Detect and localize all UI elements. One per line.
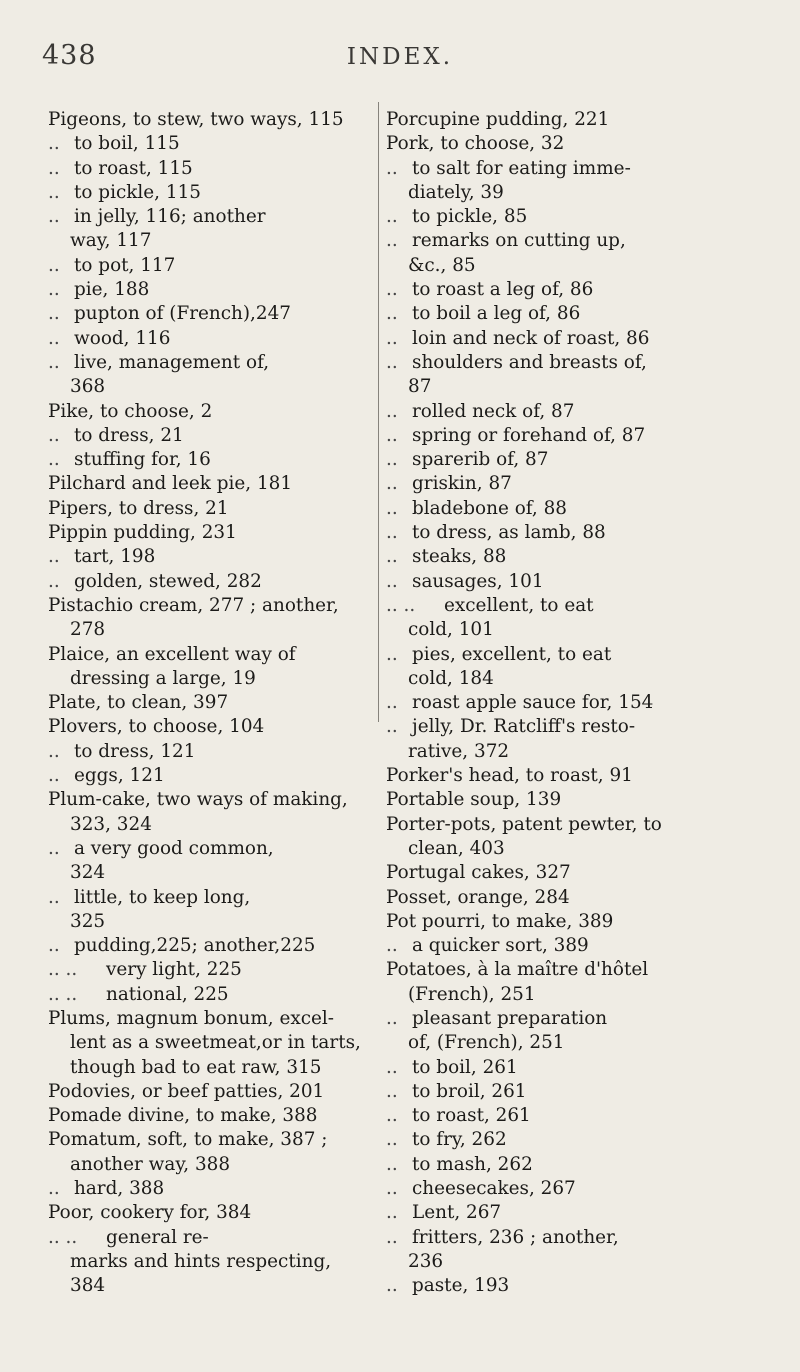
entry-text: 324: [70, 862, 106, 884]
index-subentry: [48, 570, 370, 594]
index-subentry: [48, 302, 370, 326]
entry-text: Pomade divine, to make, 388: [48, 1105, 318, 1127]
index-subentry: [386, 400, 726, 424]
index-entry: [386, 813, 726, 837]
ditto-mark: ..: [48, 206, 60, 228]
entry-text: Pigeons, to stew, two ways, 115: [48, 109, 344, 130]
entry-text: Pipers, to dress, 21: [48, 497, 229, 519]
entry-text: sausages, 101: [412, 570, 544, 592]
entry-text: tart, 198: [74, 546, 156, 568]
entry-text: to roast, 115: [74, 157, 193, 179]
index-subentry: [386, 351, 726, 375]
index-entry: [48, 1201, 370, 1225]
entry-text: dressing a large, 19: [70, 667, 256, 689]
entry-text: Lent, 267: [412, 1202, 502, 1224]
entry-text: to pickle, 85: [412, 206, 528, 228]
entry-text: Podovies, or beef patties, 201: [48, 1080, 325, 1102]
ditto-mark: ..: [48, 181, 60, 203]
entry-text: Pike, to choose, 2: [48, 400, 213, 422]
entry-text: to dress, 121: [74, 740, 196, 762]
entry-text: 236: [408, 1250, 444, 1272]
entry-text: bladebone of, 88: [412, 497, 568, 519]
index-column-left: [48, 108, 370, 1299]
ditto-mark: ..: [386, 327, 398, 349]
ditto-mark: ..: [48, 303, 60, 325]
index-entry: [386, 958, 726, 982]
index-subentry: [48, 327, 370, 351]
ditto-mark: ..: [386, 522, 398, 544]
ditto-mark: ..: [48, 327, 60, 349]
index-entry: [386, 132, 726, 156]
entry-text: Pilchard and leek pie, 181: [48, 473, 293, 495]
index-entry: [48, 108, 370, 132]
index-subentry: [386, 472, 726, 496]
entry-text: Pistachio cream, 277 ; another,: [48, 594, 339, 616]
index-subentry: [48, 181, 370, 205]
ditto-mark: .. ..: [386, 594, 416, 616]
entry-text: spring or forehand of, 87: [412, 424, 646, 446]
index-entry-continuation: [48, 813, 370, 837]
index-subentry: [48, 983, 370, 1007]
entry-text: remarks on cutting up,: [412, 230, 626, 252]
entry-text: Plovers, to choose, 104: [48, 716, 265, 738]
entry-text: Potatoes, à la maître d'hôtel: [386, 959, 649, 981]
ditto-mark: ..: [48, 254, 60, 276]
ditto-mark: ..: [386, 1153, 398, 1175]
column-divider: [378, 102, 379, 722]
entry-text: shoulders and breasts of,: [412, 351, 647, 373]
index-subentry: [386, 570, 726, 594]
entry-text: fritters, 236 ; another,: [412, 1226, 619, 1248]
index-subentry: [386, 1104, 726, 1128]
ditto-mark: ..: [386, 1275, 398, 1297]
index-entry-continuation: [48, 375, 370, 399]
index-subentry: [386, 1226, 726, 1250]
index-entry-continuation: [386, 837, 726, 861]
index-subentry: [48, 448, 370, 472]
entry-text: to dress, 21: [74, 424, 184, 446]
running-head: INDEX.: [346, 44, 454, 70]
ditto-mark: ..: [386, 400, 398, 422]
index-subentry: [386, 205, 726, 229]
entry-text: Porcupine pudding, 221: [386, 109, 610, 130]
entry-text: pies, excellent, to eat: [412, 643, 612, 665]
ditto-mark: ..: [386, 546, 398, 568]
ditto-mark: ..: [386, 1202, 398, 1224]
entry-text: 384: [70, 1275, 106, 1297]
index-entry: [48, 643, 370, 667]
entry-text: wood, 116: [74, 327, 171, 349]
ditto-mark: ..: [386, 643, 398, 665]
index-entry-continuation: [48, 1031, 370, 1055]
entry-text: jelly, Dr. Ratcliff's resto-: [412, 716, 636, 738]
index-subentry: [48, 764, 370, 788]
entry-text: pudding,225; another,225: [74, 935, 316, 957]
entry-text: to boil, 261: [412, 1056, 518, 1078]
entry-text: excellent, to eat: [444, 594, 594, 616]
entry-text: Pot pourri, to make, 389: [386, 910, 614, 932]
ditto-mark: ..: [48, 570, 60, 592]
entry-text: Plaice, an excellent way of: [48, 643, 296, 665]
entry-text: 87: [408, 376, 432, 398]
ditto-mark: ..: [386, 935, 398, 957]
index-subentry: [48, 1177, 370, 1201]
index-entry: [48, 594, 370, 618]
ditto-mark: ..: [386, 449, 398, 471]
entry-text: to boil, 115: [74, 133, 180, 155]
entry-text: sparerib of, 87: [412, 449, 549, 471]
index-subentry: [386, 229, 726, 253]
ditto-mark: ..: [386, 1129, 398, 1151]
index-entry-continuation: [386, 181, 726, 205]
entry-text: Portugal cakes, 327: [386, 862, 571, 884]
index-subentry: [48, 886, 370, 910]
entry-text: pupton of (French),247: [74, 303, 291, 325]
index-entry: [48, 521, 370, 545]
index-subentry: [386, 157, 726, 181]
index-subentry: [386, 594, 726, 618]
ditto-mark: ..: [386, 1105, 398, 1127]
index-entry-continuation: [386, 667, 726, 691]
entry-text: to salt for eating imme-: [412, 157, 631, 179]
entry-text: roast apple sauce for, 154: [412, 692, 654, 714]
entry-text: 323, 324: [70, 813, 152, 835]
index-subentry: [386, 545, 726, 569]
ditto-mark: ..: [386, 1226, 398, 1248]
index-entry: [48, 691, 370, 715]
entry-text: rative, 372: [408, 740, 510, 762]
index-subentry: [386, 1153, 726, 1177]
ditto-mark: ..: [386, 692, 398, 714]
index-entry: [386, 910, 726, 934]
entry-text: stuffing for, 16: [74, 449, 211, 471]
entry-text: lent as a sweetmeat,or in tarts,: [70, 1032, 361, 1054]
ditto-mark: ..: [386, 157, 398, 179]
ditto-mark: ..: [386, 206, 398, 228]
index-subentry: [386, 1128, 726, 1152]
index-entry: [48, 400, 370, 424]
ditto-mark: ..: [48, 837, 60, 859]
entry-text: Posset, orange, 284: [386, 886, 570, 908]
entry-text: a quicker sort, 389: [412, 935, 589, 957]
index-entry: [386, 788, 726, 812]
entry-text: 368: [70, 376, 106, 398]
entry-text: griskin, 87: [412, 473, 512, 495]
index-entry-continuation: [386, 618, 726, 642]
entry-text: rolled neck of, 87: [412, 400, 575, 422]
entry-text: another way, 388: [70, 1153, 231, 1175]
entry-text: of, (French), 251: [408, 1032, 565, 1054]
page-number: 438: [42, 40, 97, 71]
index-subentry: [386, 1274, 726, 1298]
entry-text: to pickle, 115: [74, 181, 201, 203]
entry-text: &c., 85: [408, 254, 476, 276]
index-subentry: [386, 448, 726, 472]
entry-text: pie, 188: [74, 279, 150, 301]
entry-text: Plum-cake, two ways of making,: [48, 789, 348, 811]
ditto-mark: ..: [48, 935, 60, 957]
index-entry-continuation: [386, 983, 726, 1007]
ditto-mark: ..: [386, 279, 398, 301]
entry-text: Poor, cookery for, 384: [48, 1202, 252, 1224]
entry-text: Pork, to choose, 32: [386, 133, 565, 155]
index-entry-continuation: [48, 910, 370, 934]
entry-text: a very good common,: [74, 837, 274, 859]
entry-text: to roast, 261: [412, 1105, 531, 1127]
index-column-right: [386, 108, 726, 1299]
index-subentry: [48, 958, 370, 982]
ditto-mark: ..: [386, 716, 398, 738]
index-subentry: [48, 424, 370, 448]
entry-text: Porker's head, to roast, 91: [386, 765, 633, 787]
ditto-mark: ..: [386, 570, 398, 592]
index-subentry: [386, 934, 726, 958]
ditto-mark: ..: [48, 133, 60, 155]
ditto-mark: ..: [386, 1056, 398, 1078]
ditto-mark: ..: [386, 424, 398, 446]
entry-text: 325: [70, 910, 106, 932]
index-entry: [48, 472, 370, 496]
index-entry: [386, 108, 726, 132]
entry-text: loin and neck of roast, 86: [412, 327, 650, 349]
index-entry-continuation: [386, 254, 726, 278]
index-entry-continuation: [386, 1250, 726, 1274]
ditto-mark: ..: [386, 351, 398, 373]
entry-text: Pippin pudding, 231: [48, 522, 237, 544]
entry-text: cheesecakes, 267: [412, 1178, 576, 1200]
ditto-mark: ..: [48, 886, 60, 908]
index-subentry: [48, 740, 370, 764]
entry-text: Pomatum, soft, to make, 387 ;: [48, 1129, 328, 1151]
entry-text: Plums, magnum bonum, excel-: [48, 1007, 335, 1029]
ditto-mark: .. ..: [48, 983, 78, 1005]
entry-text: to dress, as lamb, 88: [412, 522, 606, 544]
index-subentry: [48, 254, 370, 278]
ditto-mark: ..: [386, 497, 398, 519]
index-subentry: [386, 715, 726, 739]
ditto-mark: ..: [386, 473, 398, 495]
index-subentry: [48, 1226, 370, 1250]
ditto-mark: ..: [386, 1007, 398, 1029]
index-entry: [386, 764, 726, 788]
index-subentry: [48, 934, 370, 958]
entry-text: steaks, 88: [412, 546, 507, 568]
index-entry-continuation: [48, 667, 370, 691]
entry-text: to boil a leg of, 86: [412, 303, 581, 325]
ditto-mark: ..: [386, 1178, 398, 1200]
index-subentry: [386, 1201, 726, 1225]
index-subentry: [386, 497, 726, 521]
index-entry-continuation: [48, 861, 370, 885]
index-subentry: [386, 424, 726, 448]
index-entry: [48, 497, 370, 521]
entry-text: cold, 184: [408, 667, 494, 689]
index-entry-continuation: [386, 375, 726, 399]
ditto-mark: .. ..: [48, 1226, 78, 1248]
entry-text: though bad to eat raw, 315: [70, 1056, 322, 1078]
ditto-mark: ..: [48, 546, 60, 568]
index-subentry: [386, 302, 726, 326]
entry-text: clean, 403: [408, 837, 505, 859]
index-entry-continuation: [48, 1153, 370, 1177]
index-subentry: [386, 1007, 726, 1031]
entry-text: diately, 39: [408, 181, 504, 203]
index-subentry: [48, 157, 370, 181]
entry-text: little, to keep long,: [74, 886, 251, 908]
ditto-mark: ..: [48, 279, 60, 301]
entry-text: national, 225: [106, 983, 229, 1005]
index-subentry: [48, 132, 370, 156]
entry-text: 278: [70, 619, 106, 641]
index-subentry: [48, 205, 370, 229]
index-entry-continuation: [386, 1031, 726, 1055]
ditto-mark: ..: [48, 424, 60, 446]
index-subentry: [386, 1080, 726, 1104]
index-subentry: [48, 545, 370, 569]
entry-text: Porter-pots, patent pewter, to: [386, 813, 662, 835]
entry-text: hard, 388: [74, 1178, 165, 1200]
index-entry: [48, 788, 370, 812]
index-entry-continuation: [48, 1250, 370, 1274]
index-entry: [48, 1104, 370, 1128]
entry-text: pleasant preparation: [412, 1007, 608, 1029]
index-entry-continuation: [48, 1056, 370, 1080]
index-entry: [386, 861, 726, 885]
index-entry-continuation: [386, 740, 726, 764]
entry-text: marks and hints respecting,: [70, 1250, 332, 1272]
index-subentry: [48, 837, 370, 861]
index-entry: [386, 886, 726, 910]
ditto-mark: ..: [386, 303, 398, 325]
entry-text: (French), 251: [408, 983, 536, 1005]
ditto-mark: ..: [48, 351, 60, 373]
index-entry-continuation: [48, 618, 370, 642]
index-subentry: [386, 327, 726, 351]
entry-text: Plate, to clean, 397: [48, 692, 229, 714]
index-subentry: [386, 521, 726, 545]
entry-text: to mash, 262: [412, 1153, 533, 1175]
index-entry: [48, 1080, 370, 1104]
ditto-mark: ..: [48, 1178, 60, 1200]
entry-text: to pot, 117: [74, 254, 176, 276]
entry-text: in jelly, 116; another: [74, 206, 266, 228]
index-entry: [48, 1007, 370, 1031]
index-subentry: [386, 278, 726, 302]
entry-text: to fry, 262: [412, 1129, 507, 1151]
ditto-mark: ..: [48, 449, 60, 471]
index-subentry: [48, 351, 370, 375]
ditto-mark: ..: [48, 157, 60, 179]
index-subentry: [48, 278, 370, 302]
entry-text: cold, 101: [408, 619, 494, 641]
index-subentry: [386, 1056, 726, 1080]
entry-text: to roast a leg of, 86: [412, 279, 594, 301]
ditto-mark: ..: [48, 765, 60, 787]
index-subentry: [386, 691, 726, 715]
entry-text: Portable soup, 139: [386, 789, 562, 811]
index-entry-continuation: [48, 1274, 370, 1298]
entry-text: golden, stewed, 282: [74, 570, 262, 592]
ditto-mark: ..: [386, 230, 398, 252]
index-subentry: [386, 643, 726, 667]
entry-text: live, management of,: [74, 351, 270, 373]
ditto-mark: ..: [386, 1080, 398, 1102]
entry-text: to broil, 261: [412, 1080, 527, 1102]
index-entry-continuation: [48, 229, 370, 253]
entry-text: way, 117: [70, 230, 152, 252]
entry-text: very light, 225: [106, 959, 242, 981]
entry-text: general re-: [106, 1226, 209, 1248]
ditto-mark: ..: [48, 740, 60, 762]
ditto-mark: .. ..: [48, 959, 78, 981]
entry-text: eggs, 121: [74, 765, 165, 787]
index-entry: [48, 715, 370, 739]
index-entry: [48, 1128, 370, 1152]
index-subentry: [386, 1177, 726, 1201]
entry-text: paste, 193: [412, 1275, 510, 1297]
